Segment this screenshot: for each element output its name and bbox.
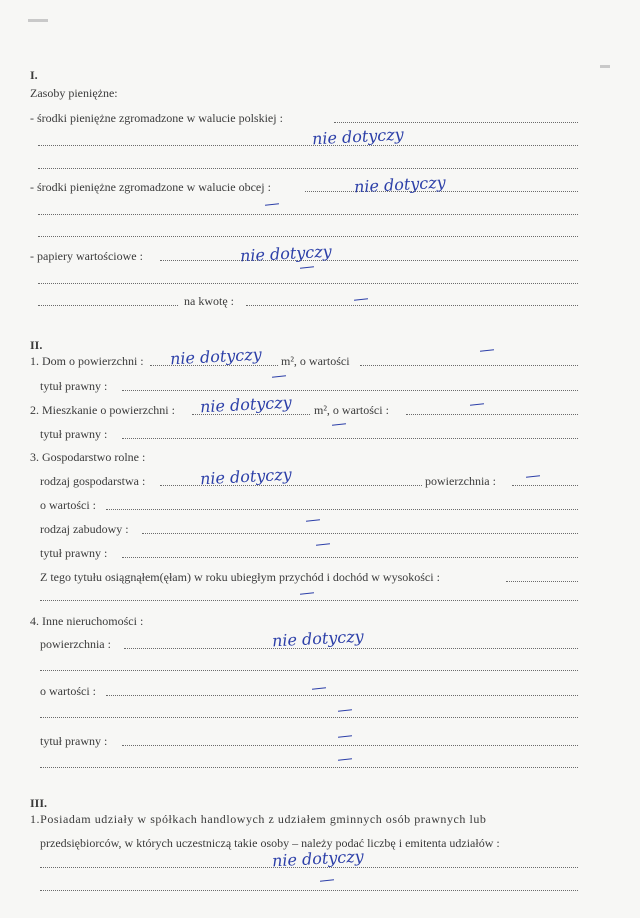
farm-income-dash — [300, 592, 314, 594]
farm-area-dash — [526, 475, 540, 477]
house-label: 1. Dom o powierzchni : — [30, 354, 144, 368]
other-title-dash-2 — [338, 758, 352, 760]
house-title-label: tytuł prawny : — [40, 379, 108, 393]
other-value-label: o wartości : — [40, 684, 96, 698]
other-title-label: tytuł prawny : — [40, 734, 108, 748]
section-1-title: Zasoby pieniężne: — [30, 86, 118, 100]
section-2-heading: II. — [30, 338, 43, 352]
amount-dash — [354, 298, 368, 300]
bleed-through-mark: ▬ — [600, 60, 610, 71]
farm-building-label: rodzaj zabudowy : — [40, 522, 129, 536]
securities-label: - papiery wartościowe : — [30, 249, 143, 263]
farm-type-label: rodzaj gospodarstwa : — [40, 474, 146, 488]
shares-answer: nie dotyczy — [271, 846, 365, 871]
shares-line-1: 1.Posiadam udziały w spółkach handlowych z udziałem gminnych osób prawnych lub — [30, 812, 487, 826]
pln-funds-line — [334, 122, 578, 123]
other-area-label: powierzchnia : — [40, 637, 111, 651]
other-title-dash — [338, 735, 352, 737]
pln-funds-line-3 — [38, 168, 578, 169]
house-value-dash — [480, 349, 494, 351]
shares-line-2: przedsiębiorców, w których uczestniczą takie osoby – należy podać liczbę i emitenta udziałów : — [40, 836, 500, 850]
securities-answer: nie dotyczy — [239, 241, 333, 266]
securities-dash — [300, 266, 314, 268]
flat-title-dash — [332, 423, 346, 425]
house-title-dash — [272, 375, 286, 377]
other-title-line-2 — [40, 767, 578, 768]
farm-area-line — [512, 485, 578, 486]
bleed-through-mark: ▬▬ — [28, 14, 48, 25]
farm-area-label: powierzchnia : — [425, 474, 496, 488]
farm-label: 3. Gospodarstwo rolne : — [30, 450, 146, 464]
securities-line — [160, 260, 578, 261]
other-property-label: 4. Inne nieruchomości : — [30, 614, 144, 628]
house-answer: nie dotyczy — [169, 344, 263, 369]
securities-line-2 — [38, 283, 578, 284]
fx-funds-dash — [265, 203, 279, 205]
shares-dash — [320, 879, 334, 881]
other-value-dash-2 — [338, 709, 352, 711]
other-area-line-2 — [40, 670, 578, 671]
other-value-line — [106, 695, 578, 696]
farm-type-line — [160, 485, 422, 486]
fx-funds-answer: nie dotyczy — [353, 172, 447, 197]
flat-answer: nie dotyczy — [199, 392, 293, 417]
farm-income-line — [506, 581, 578, 582]
flat-value-label: m², o wartości : — [314, 403, 389, 417]
amount-label: na kwotę : — [184, 294, 234, 308]
farm-title-dash — [316, 543, 330, 545]
farm-value-label: o wartości : — [40, 498, 96, 512]
pln-funds-label: - środki pieniężne zgromadzone w walucie polskiej : — [30, 111, 283, 125]
other-value-dash — [312, 687, 326, 689]
fx-funds-label: - środki pieniężne zgromadzone w walucie obcej : — [30, 180, 271, 194]
flat-value-line — [406, 414, 578, 415]
flat-label: 2. Mieszkanie o powierzchni : — [30, 403, 175, 417]
other-value-line-2 — [40, 717, 578, 718]
farm-building-dash — [306, 519, 320, 521]
shares-line-4 — [40, 890, 578, 891]
other-title-line — [122, 745, 578, 746]
farm-income-line-2 — [40, 600, 578, 601]
pln-funds-answer: nie dotyczy — [311, 124, 405, 149]
farm-value-line — [106, 509, 578, 510]
fx-funds-line-3 — [38, 236, 578, 237]
house-title-line — [122, 390, 578, 391]
section-1-heading: I. — [30, 68, 38, 82]
farm-title-line — [122, 557, 578, 558]
other-area-line — [124, 648, 578, 649]
farm-building-line — [142, 533, 578, 534]
flat-value-dash — [470, 403, 484, 405]
amount-line — [246, 305, 578, 306]
other-answer: nie dotyczy — [271, 626, 365, 651]
amount-leading-line — [38, 305, 178, 306]
house-value-label: m², o wartości — [281, 354, 350, 368]
flat-title-label: tytuł prawny : — [40, 427, 108, 441]
farm-title-label: tytuł prawny : — [40, 546, 108, 560]
pln-funds-line-2 — [38, 145, 578, 146]
house-value-line — [360, 365, 578, 366]
farm-income-label: Z tego tytułu osiągnąłem(ęłam) w roku ubiegłym przychód i dochód w wysokości : — [40, 570, 440, 584]
flat-title-line — [122, 438, 578, 439]
fx-funds-line-2 — [38, 214, 578, 215]
section-3-heading: III. — [30, 796, 48, 810]
farm-answer: nie dotyczy — [199, 464, 293, 489]
